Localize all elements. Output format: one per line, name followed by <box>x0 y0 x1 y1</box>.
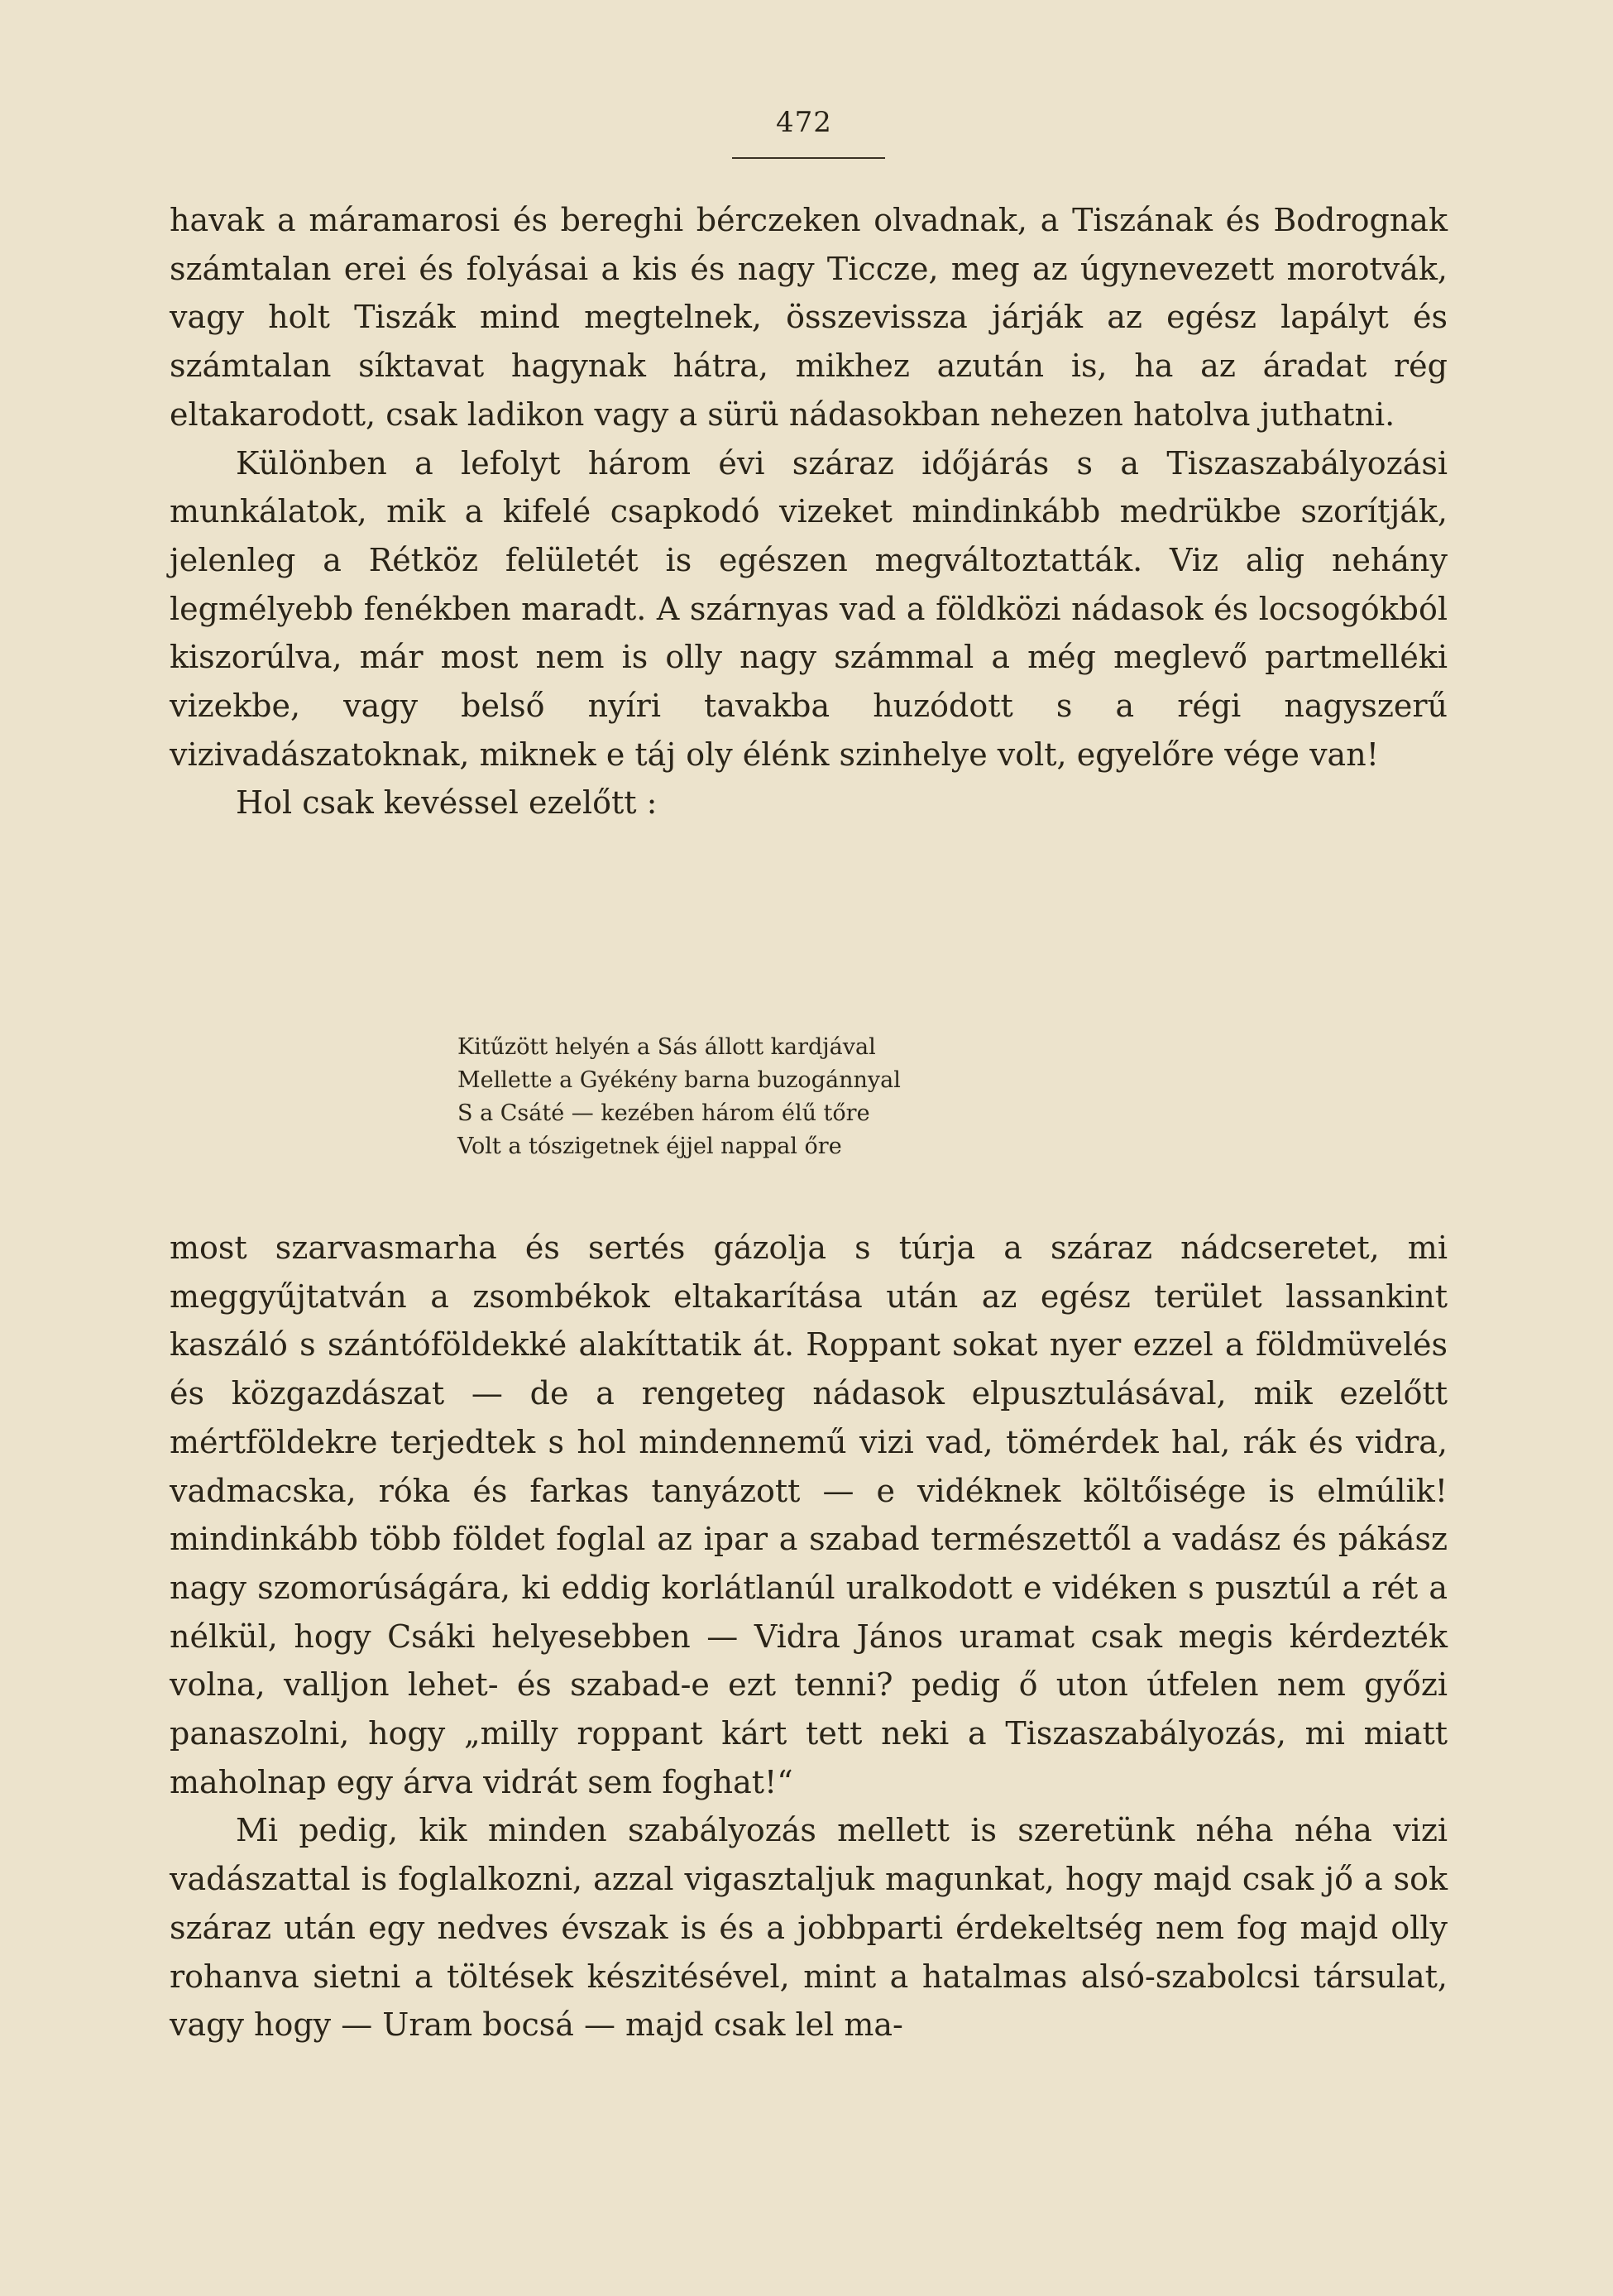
page-number: 472 <box>776 106 832 139</box>
poem-line: S a Csáté — kezében három élű tőre <box>457 1100 870 1126</box>
paragraph: Különben a lefolyt három évi száraz időjárás s a Tiszaszabályozási munkálatok, mik a kifelé csapkodó vizeket mindinkább medrükbe szorítják, jelenleg a Rétköz felületét is egészen megváltoztatták. Viz alig nehány legmélyebb fenékben maradt. A szárnyas vad a földközi nádasok és locsogókból kiszorúlva, már most nem is olly nagy számmal a még meglevő partmelléki vizekbe, vagy belső nyíri tavakba huzódott s a régi nagyszerű vizivadászatoknak, miknek e táj oly élénk szinhelye volt, egyelőre vége van! <box>170 444 1448 773</box>
paragraph: most szarvasmarha és sertés gázolja s túrja a száraz nádcseretet, mi meggyűjtatván a zsombékok eltakarítása után az egész terület lassankint kaszáló s szántóföldekké alakíttatik át. Roppant sokat nyer ezzel a földmüvelés és közgazdászat — de a rengeteg nádasok elpusztulásával, mik ezelőtt mértföldekre terjedtek s hol mindennemű vizi vad, tömérdek hal, rák és vidra, vadmacska, róka és farkas tanyázott — e vidéknek költőisége is elmúlik! mindinkább több földet foglal az ipar a szabad természettől a vadász és pákász nagy szomorúságára, ki eddig korlátlanúl uralkodott e vidéken s pusztúl a rét a nélkül, hogy Csáki helyesebben — Vidra János uramat csak megis kérdezték volna, valljon lehet- és szabad-e ezt tenni? pedig ő uton útfelen nem győzi panaszolni, hogy „milly roppant kárt tett neki a Tiszaszabályozás, mi miatt maholnap egy árva vidrát sem foghat!“ <box>170 1229 1448 1800</box>
paragraph: Mi pedig, kik minden szabályozás mellett is szeretünk néha néha vizi vadászattal is foglalkozni, azzal vigasztaljuk magunkat, hogy majd csak jő a sok száraz után egy nedves évszak is és a jobbparti érdekeltség nem fog majd olly rohanva sietni a töltések készitésével, mint a hatalmas alsó-szabolcsi társulat, vagy hogy — Uram bocsá — majd csak lel ma- <box>170 1812 1448 2044</box>
poem-line: Volt a tószigetnek éjjel nappal őre <box>457 1134 842 1159</box>
header-rule <box>732 157 885 159</box>
poem-quote <box>457 1031 1202 1163</box>
text-block-top <box>170 196 1448 827</box>
paragraph: havak a máramarosi és bereghi bérczeken olvadnak, a Tiszának és Bodrognak számtalan erei és folyásai a kis és nagy Ticcze, meg az úgynevezett morotvák, vagy holt Tiszák mind megtelnek, összevissza járják az egész lapályt és számtalan síktavat hagynak hátra, mikhez azután is, ha az áradat rég eltakarodott, csak ladikon vagy a sürü nádasokban nehezen hatolva juthatni. <box>170 202 1448 433</box>
poem-line: Kitűzött helyén a Sás állott kardjával <box>457 1034 876 1060</box>
text-block-bottom <box>170 1224 1448 2049</box>
poem-line: Mellette a Gyékény barna buzogánnyal <box>457 1067 901 1093</box>
paragraph: Hol csak kevéssel ezelőtt : <box>236 784 658 822</box>
